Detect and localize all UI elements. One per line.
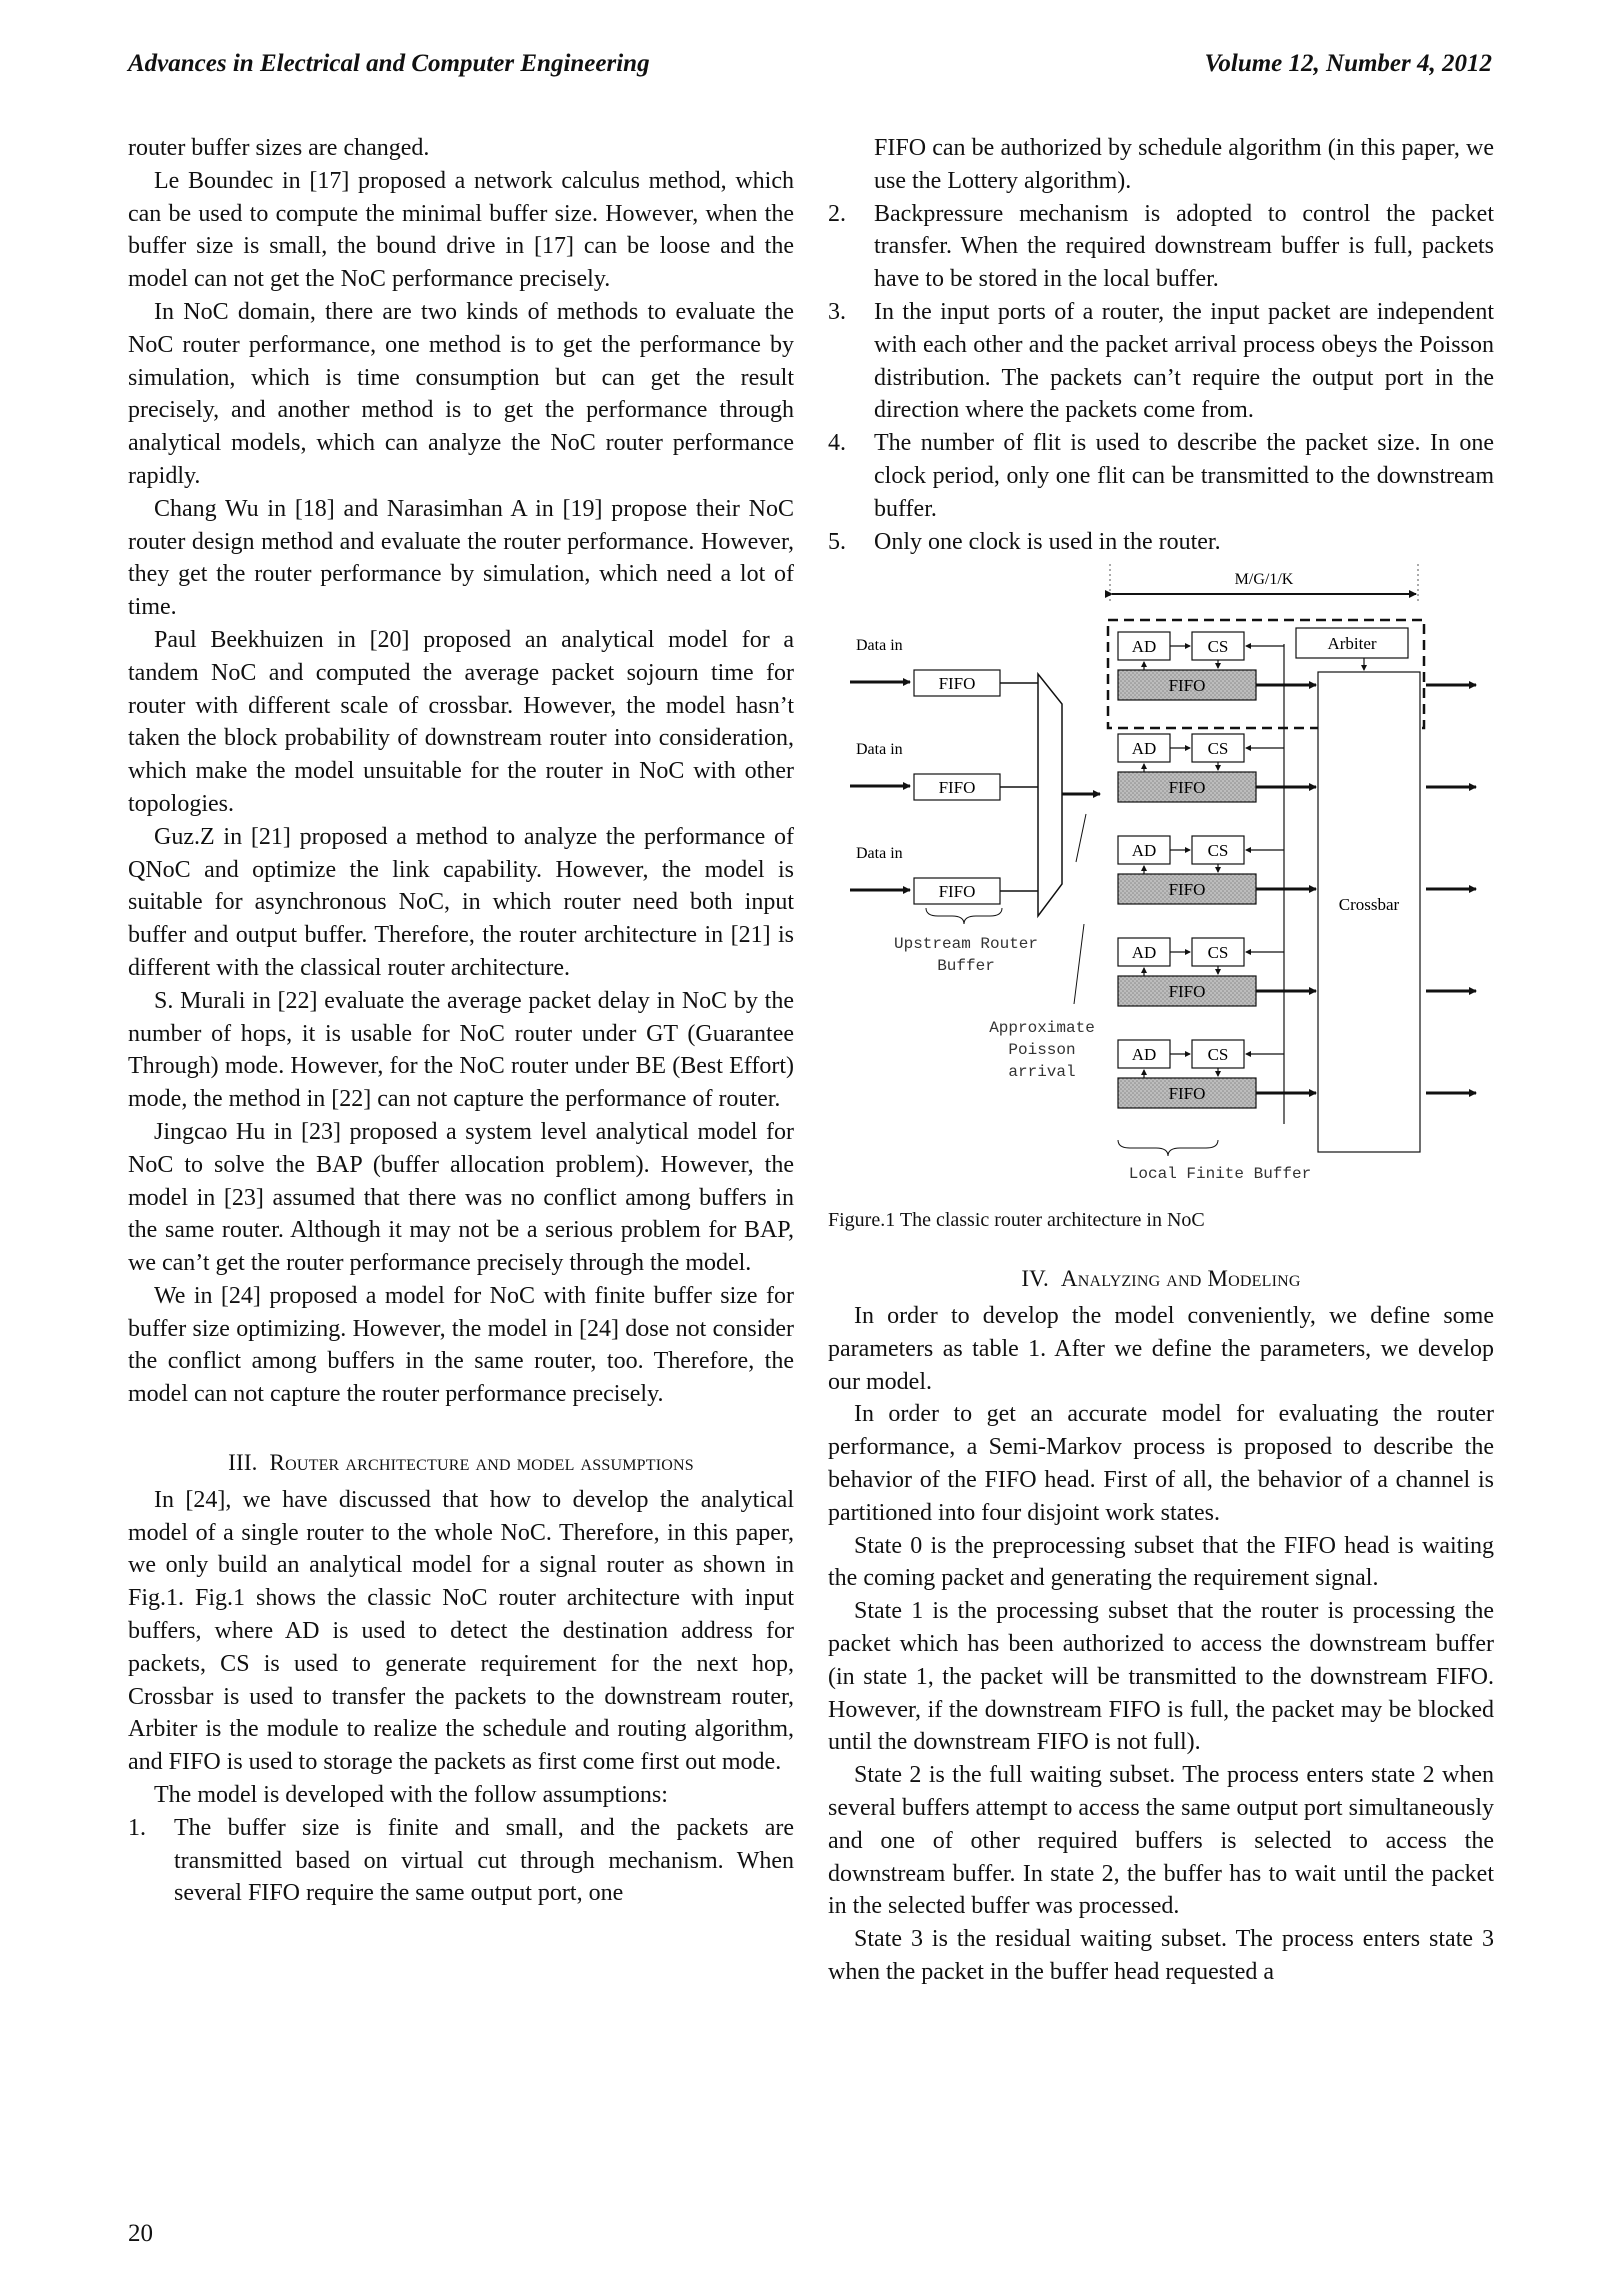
paragraph: We in [24] proposed a model for NoC with finite buffer size for buffer size optimizing. However, the model in [24] dose not consider the conflict among buffers in the same router, too. Therefore, the model can not capture the router performance precisely. <box>128 1282 794 1408</box>
paragraph: State 1 is the processing subset that the router is processing the packet which has been authorized to access the downstream buffer (in state 1, the packet will be transmitted to the downstream FIFO. However, if the downstream FIFO is full, the packet may be blocked until the downstream FIFO is not full). <box>828 1598 1494 1756</box>
cs-label: CS <box>1207 1045 1229 1065</box>
list-item <box>828 526 1494 559</box>
left-column <box>128 132 794 1910</box>
list-text: Backpressure mechanism is adopted to control the packet transfer. When the required downstream buffer is full, packets have to be stored in the local buffer. <box>874 200 1494 293</box>
assumption-list-continued <box>828 132 1494 558</box>
fifo-label: FIFO <box>1168 1084 1206 1104</box>
paragraph: State 2 is the full waiting subset. The process enters state 2 when several buffers attempt to access the same output port simultaneously and one of other required buffers is selected to access the downstream buffer. In state 2, the buffer has to wait until the packet in the selected buffer was processed. <box>828 1762 1494 1920</box>
ad-label: AD <box>1131 739 1157 759</box>
paragraph: S. Murali in [22] evaluate the average packet delay in NoC by the number of hops, it is usable for NoC router under GT (Guarantee Through) mode. However, for the NoC router under BE (Best Effort) mode, the method in [22] can not capture the performance of router. <box>128 987 794 1113</box>
list-item <box>828 198 1494 296</box>
fifo-label: FIFO <box>938 882 976 902</box>
fifo-label: FIFO <box>1168 880 1206 900</box>
upstream-input <box>850 741 1038 800</box>
paragraph: Paul Beekhuizen in [20] proposed an analytical model for a tandem NoC and computed the average packet sojourn time for router with different scale of crossbar. However, the model hasn’t taken the block probability of downstream router into consideration, which make the model unsuitable for the router in NoC with other topologies. <box>128 626 794 817</box>
channel-row <box>1118 632 1316 700</box>
paragraph: router buffer sizes are changed. <box>128 135 430 161</box>
list-text: The buffer size is finite and small, and the packets are transmitted based on virtual cut through mechanism. When several FIFO require the same output port, one <box>174 1814 794 1907</box>
cs-label: CS <box>1207 841 1229 861</box>
paragraph: State 3 is the residual waiting subset. The process enters state 3 when the packet in the buffer head requested a <box>828 1926 1494 1985</box>
upstream-input <box>850 637 1038 696</box>
assumption-list <box>128 1812 794 1910</box>
data-in-label: Data in <box>856 637 903 655</box>
right-column <box>828 132 1494 1989</box>
volume-info: Volume 12, Number 4, 2012 <box>1204 50 1492 77</box>
list-number: 5. <box>828 528 846 555</box>
paragraph: In NoC domain, there are two kinds of methods to evaluate the NoC router performance, one method is to get the performance by simulation, which is time consumption but can get the result precisely, and another method is to get the performance through analytical models, which can analyze the NoC router performance rapidly. <box>128 298 794 489</box>
upstream-buffer-label-line1: Upstream Router <box>893 935 1039 954</box>
paragraph: Chang Wu in [18] and Narasimhan A in [19] propose their NoC router design method and evaluate the router performance. However, they get the router performance by simulation, which need a lot of time. <box>128 495 794 621</box>
fifo-label: FIFO <box>1168 982 1206 1002</box>
arbiter-label: Arbiter <box>1327 634 1377 654</box>
channel-row <box>1118 938 1316 1006</box>
fifo-label: FIFO <box>1168 778 1206 798</box>
data-in-label: Data in <box>856 845 903 863</box>
fifo-label: FIFO <box>938 674 976 694</box>
data-in-label: Data in <box>856 741 903 759</box>
mgik-dimension <box>1110 564 1418 604</box>
local-buffer-label: Local Finite Buffer <box>1128 1165 1312 1184</box>
list-text: The number of flit is used to describe the packet size. In one clock period, only one flit can be transmitted to the downstream buffer. <box>874 430 1494 522</box>
list-item <box>128 1812 794 1910</box>
list-item <box>828 296 1494 427</box>
paragraph: The model is developed with the follow assumptions: <box>154 1782 668 1809</box>
ad-label: AD <box>1131 1045 1157 1065</box>
channel-row <box>1118 836 1316 904</box>
mgik-label: M/G/1/K <box>1234 571 1294 589</box>
upstream-input <box>850 845 1038 904</box>
section-title: Router architecture and model assumptions <box>269 1450 694 1476</box>
ad-label: AD <box>1131 637 1157 657</box>
list-text: In the input ports of a router, the input packet are independent with each other and the packet arrival process obeys the Poisson distribution. The packets can’t require the output port in the direction where the packets come from. <box>874 298 1494 424</box>
list-text: Only one clock is used in the router. <box>874 528 1221 555</box>
list-text: FIFO can be authorized by schedule algorithm (in this paper, we use the Lottery algorithm). <box>874 135 1494 194</box>
channel-row <box>1118 734 1316 802</box>
journal-title: Advances in Electrical and Computer Engineering <box>128 50 650 77</box>
list-number: 1. <box>128 1814 146 1841</box>
upstream-buffer-label-line2: Buffer <box>937 957 995 976</box>
list-item <box>828 427 1494 525</box>
paragraph: In [24], we have discussed that how to develop the analytical model of a single router to the whole NoC. Therefore, in this paper, we only build an analytical model for a signal router as shown in Fig.1. Fig.1 shows the classic NoC router architecture with input buffers, where AD is used to detect the destination address for packets, CS is used to generate requirement for the next hop, Crossbar is used to transfer the packets to the downstream router, Arbiter is the module to realize the schedule and routing algorithm, and FIFO is used to storage the packets as first come first out mode. <box>128 1486 794 1776</box>
figure-router-architecture <box>828 564 1494 1204</box>
page-number: 20 <box>128 2220 153 2247</box>
cs-label: CS <box>1207 637 1229 657</box>
section-number: III. <box>228 1450 258 1476</box>
fifo-label: FIFO <box>938 778 976 798</box>
poisson-label-line1: Approximate <box>989 1019 1095 1038</box>
router-architecture-diagram <box>828 564 1494 1204</box>
crossbar-label: Crossbar <box>1338 895 1400 915</box>
paragraph: In order to get an accurate model for evaluating the router performance, a Semi-Markov process is proposed to describe the behavior of the FIFO head. First of all, the behavior of a channel is partitioned into four disjoint work states. <box>828 1401 1494 1526</box>
ad-label: AD <box>1131 841 1157 861</box>
list-number: 3. <box>828 298 846 325</box>
poisson-label-line2: Poisson <box>1008 1041 1076 1060</box>
paragraph: In order to develop the model conveniently, we define some parameters as table 1. After we define the parameters, we develop our model. <box>828 1302 1494 1395</box>
section-title: Analyzing and Modeling <box>1060 1266 1301 1292</box>
fifo-label: FIFO <box>1168 676 1206 696</box>
channel-row <box>1118 1040 1316 1108</box>
section-heading-4 <box>828 1263 1494 1296</box>
paragraph: Le Boundec in [17] proposed a network calculus method, which can be used to compute the minimal buffer size. However, when the buffer size is small, the bound drive in [17] can be loose and the model can not get the NoC performance precisely. <box>128 167 794 293</box>
paragraph: Guz.Z in [21] proposed a method to analyze the performance of QNoC and optimize the link capability. However, the model is suitable for asynchronous NoC, in which router need both input buffer and output buffer. Therefore, the router architecture in [21] is different with the classical router architecture. <box>128 823 794 981</box>
cs-label: CS <box>1207 943 1229 963</box>
paragraph: State 0 is the preprocessing subset that the FIFO head is waiting the coming packet and generating the requirement signal. <box>828 1532 1494 1592</box>
figure-caption: Figure.1 The classic router architecture in NoC <box>828 1209 1205 1232</box>
list-item <box>828 132 1494 198</box>
ad-label: AD <box>1131 943 1157 963</box>
section-number: IV. <box>1021 1266 1049 1292</box>
list-number: 4. <box>828 430 846 457</box>
cs-label: CS <box>1207 739 1229 759</box>
input-mux <box>1038 674 1062 916</box>
poisson-label-line3: arrival <box>1008 1063 1076 1082</box>
section-heading-3 <box>128 1447 794 1480</box>
paragraph: Jingcao Hu in [23] proposed a system level analytical model for NoC to solve the BAP (buffer allocation problem). However, the model in [23] assumed that there was no conflict among buffers in the same router. Although it may not be a serious problem for BAP, we can’t get the router performance precisely through the model. <box>128 1118 794 1277</box>
list-number: 2. <box>828 200 846 227</box>
